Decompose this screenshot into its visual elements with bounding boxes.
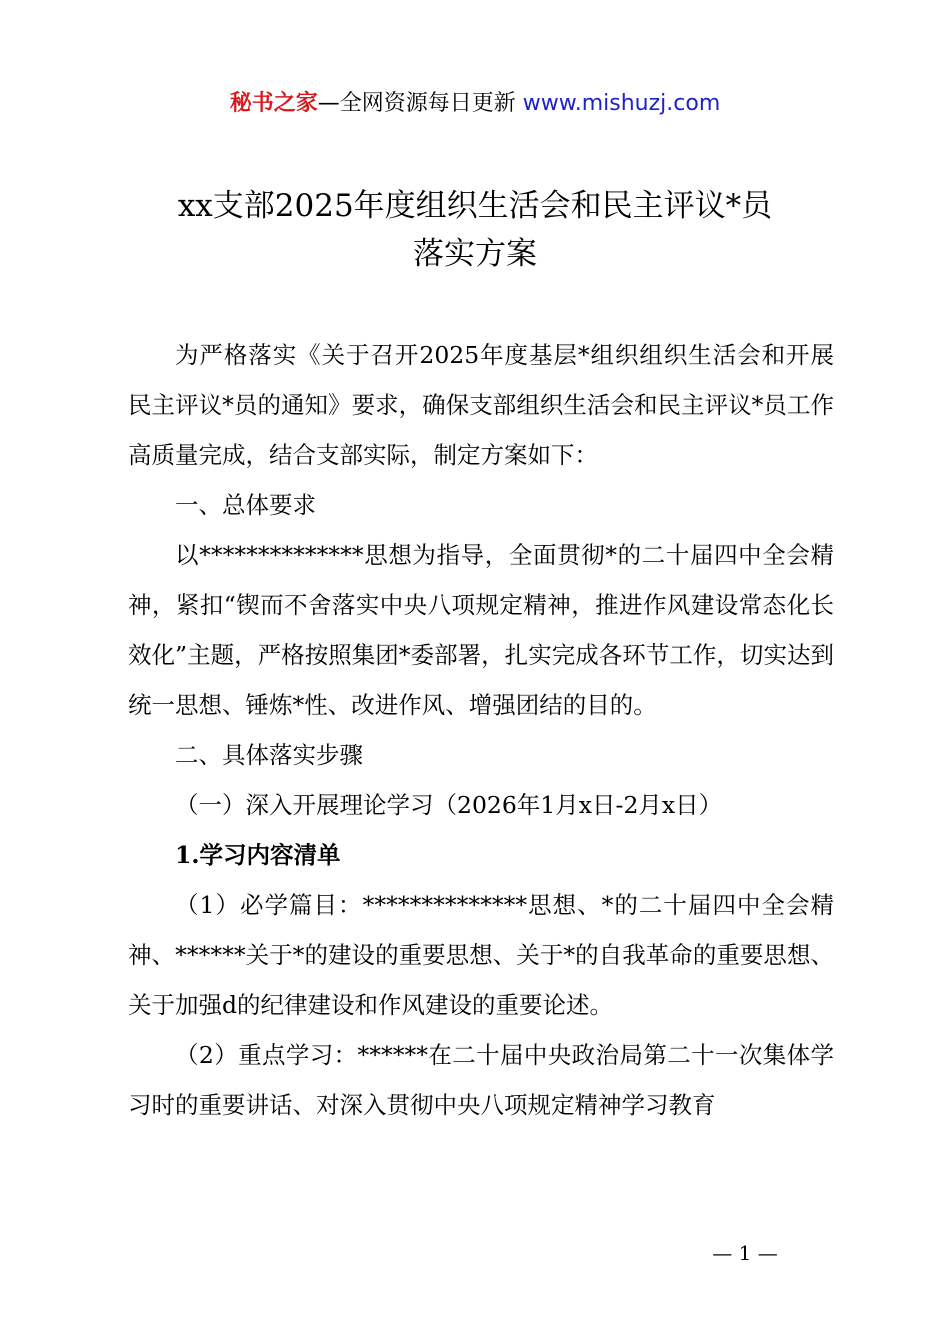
document-body bbox=[128, 330, 834, 1130]
intro-paragraph: 为严格落实《关于召开2025年度基层*组织组织生活会和开展民主评议*员的通知》要求，确保支部组织生活会和民主评议*员工作高质量完成，结合支部实际，制定方案如下： bbox=[128, 341, 834, 469]
site-banner bbox=[0, 88, 950, 120]
document-title bbox=[100, 182, 850, 278]
site-brand: 秘书之家 bbox=[229, 91, 318, 116]
title-line-2: 落实方案 bbox=[413, 236, 537, 272]
subsection-heading-1: （一）深入开展理论学习（2026年1月x日-2月x日） bbox=[175, 791, 723, 819]
required-readings-paragraph: （1）必学篇目：**************思想、*的二十届四中全会精神、******关于*的建设的重要思想、关于*的自我革命的重要思想、关于加强d的纪律建设和作风建设的重要论述。 bbox=[128, 891, 834, 1019]
section-heading-1: 一、总体要求 bbox=[175, 491, 316, 519]
page-number: — 1 — bbox=[712, 1241, 778, 1265]
study-list-heading: 1.学习内容清单 bbox=[175, 841, 341, 869]
title-line-1: xx支部2025年度组织生活会和民主评议*员 bbox=[177, 188, 773, 224]
key-study-paragraph: （2）重点学习：******在二十届中央政治局第二十一次集体学习时的重要讲话、对深入贯彻中央八项规定精神学习教育 bbox=[128, 1041, 834, 1119]
site-url-link[interactable]: www.mishuzj.com bbox=[522, 91, 721, 116]
site-tagline: —全网资源每日更新 bbox=[317, 91, 523, 116]
section-heading-2: 二、具体落实步骤 bbox=[175, 741, 363, 769]
general-requirements-paragraph: 以**************思想为指导，全面贯彻*的二十届四中全会精神，紧扣“锲而不舍落实中央八项规定精神，推进作风建设常态化长效化”主题，严格按照集团*委部署，扎实完成各环节工作，切实达到统一思想、锤炼*性、改进作风、增强团结的目的。 bbox=[128, 541, 834, 719]
